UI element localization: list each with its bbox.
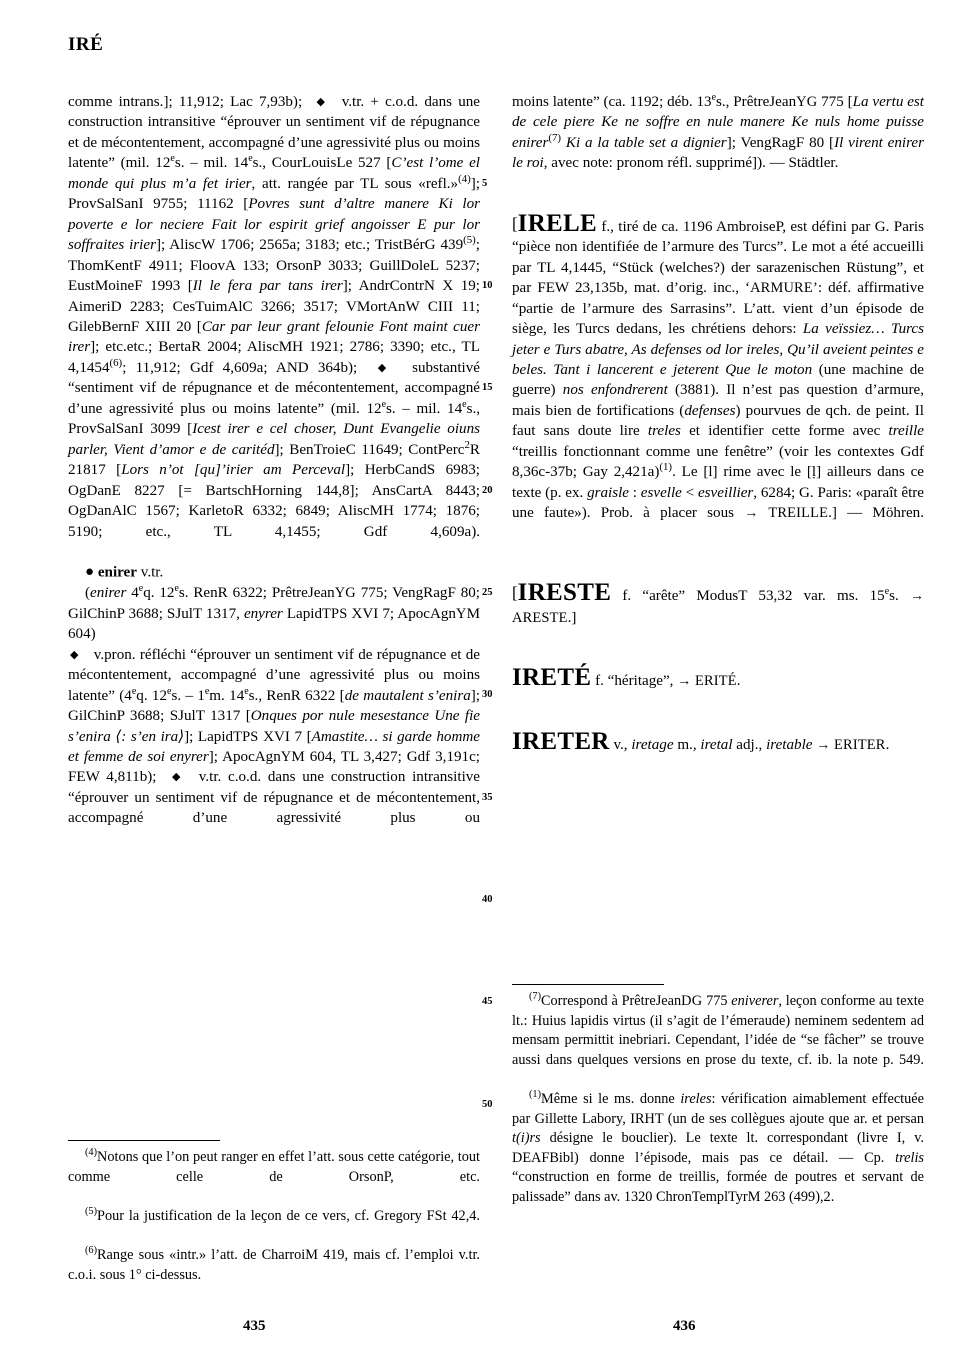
footnote-7-text: Correspond à PrêtreJeanDG 775 eniverer, leçon conforme au texte lt.: Huius lapidis virtus (il s’agit de l’émeraude) neminem sedentem ad mensam permittit inebriari. Cependant, l’idée de “se fâcher” se trouve aussi dans quelques versions en prose du texte, cf. ib. la note p. 549. — [512, 993, 925, 1068]
entry-irete-headword: IRETÉ — [512, 663, 592, 691]
footnote-1-text: Même si le ms. donne ireles: vérification aimablement effectuée par Gillette Labory, IRHT (un de ses collègues ajoute que ar. et persan t(i)rs désigne le bouclier). Le texte lt. correspondant (livre I, v. DEAFBibl) donne l’épisode, mais pas ce détail. — Cp. trelis “construction en forme de treillis, formée de poutres et servant de palissade” dans av. 1320 ChronTemplTyrM 263 (499),2. — [512, 1090, 924, 1205]
left-footnote-rule — [68, 1140, 220, 1141]
footnote-5 — [68, 1207, 480, 1246]
right-column — [512, 92, 924, 757]
line-number: 35 — [482, 792, 493, 803]
line-number: 5 — [482, 178, 488, 189]
line-number: 10 — [482, 280, 493, 291]
subentry-sense: ◆ v.pron. réfléchi “éprouver un sentiment vif de répugnance et de mécontentement, accompagné d’une agressivité plus ou moins latente” (4eq. 12es. – 1em. 14es., RenR 6322 [de mautalent s’enira]; GilChinP 3688; SJulT 1317 [Onques por nule mesestance Une fie s’enira ⟨: s’en ira⟩]; LapidTPS XVI 7 [Amastite… si garde homme et femme de soi enyrer]; ApocAgnYM 604, TL 3,427; Gdf 3,191c; FEW 4,811b); ◆ v.tr. c.o.d. dans une construction intransitive “éprouver un sentiment vif de répugnance et de mécontentement, accompagné d’une agressivité plus ou — [68, 646, 481, 827]
entry-irele — [512, 209, 925, 545]
footnote-4-marker: (4) — [85, 1147, 97, 1159]
entry-ireste-headword: IRESTE — [517, 579, 612, 607]
line-number: 20 — [482, 485, 493, 496]
left-footnotes — [68, 1148, 480, 1285]
footnote-6-text: Range sous «intr.» l’att. de CharroiM 419, mais cf. l’emploi v.tr. c.o.i. sous 1° ci-dessus. — [68, 1246, 480, 1283]
footnote-6 — [68, 1246, 480, 1285]
subentry-enirer-heading — [68, 562, 480, 583]
footnote-4 — [68, 1148, 480, 1207]
entry-ireste — [512, 579, 924, 628]
left-continued-paragraph: comme intrans.]; 11,912; Lac 7,93b); ◆ v.tr. + c.o.d. dans une construction intransitive “éprouver un sentiment vif de répugnance et de mécontentement, accompagné d’une agressivité plus ou moins latente” (mil. 12es. – mil. 14es., CourLouisLe 527 [C’est l’ome el monde qui plus m’a fet irier, att. rangée par TL sous «refl.»$^{(4)}$]; ProvSalSanI 9755; 11162 [Povres sunt d’altre manere Ki lor poverte e lor neciere Fait lor espirit grief angoisser E pur lor soffraites irier]; AliscW 1706; 2565a; 3183; etc.; TristBérG 439$^{(5)}$; ThomKentF 4911; FloovA 133; OrsonP 3033; GuillDoleL 5237; EustMoineF 1993 [Il le fera par tans irer]; AndrContrN X 19; AimeriD 2283; CesTuimAlC 3266; 3517; VMortAnW CIII 11; GilebBernF XIII 20 [Car par leur grant felounie Font maint cuer irer]; etc.etc.; BertaR 2004; AliscMH 1921; 2786; 3390; etc., TL 4,1454$^{(6)}$; 11,912; Gdf 4,609a; AND 364b); ◆ substantivé “sentiment vif de répugnance et de mécontentement, accompagné d’une agressivité plus ou moins latente” (mil. 12es. – mil. 14es., ProvSalSanI 3099 [Icest irer e cel choser, Dunt Evangelie oiuns parler, Vient d’amor e de caritéd]; BenTroieC 11649; ContPerc$^2$R 21817 [Lors n’ot [qu]’irier am Perceval]; HerbCandS 6983; OgDanE 8227 [= BartschHorning 144,8]; AnsCartA 8443; OgDanAlC 1567; KarletoR 6332; 6849; AliscMH 1774; 1876; 5190; etc., TL 4,1455; Gdf 4,609a). — [68, 94, 481, 540]
entry-irete — [512, 663, 924, 692]
entry-ireter-headword: IRETER — [512, 728, 610, 756]
line-number: 45 — [482, 996, 493, 1007]
footnote-5-marker: (5) — [85, 1206, 97, 1218]
entry-irele-open-bracket: [ — [512, 213, 518, 233]
filled-circle-icon: ● — [85, 564, 95, 581]
entry-irele-headword: IRELE — [517, 209, 597, 237]
entry-ireter-body: v., iretage m., iretal adj., iretable → ERITER. — [609, 737, 890, 754]
line-number: 25 — [482, 587, 493, 598]
entry-ireste-body: f. “arête” ModusT 53,32 var. ms. $15^es$. → ARESTE.] — [512, 586, 924, 626]
right-footnote-rule — [512, 984, 664, 985]
footnote-5-text: Pour la justification de la leçon de ce vers, cf. Gregory FSt 42,4. — [97, 1207, 480, 1224]
footnote-7 — [512, 992, 924, 1090]
line-number: 40 — [482, 894, 493, 905]
footnote-7-marker: (7) — [529, 991, 541, 1003]
footnote-4-text: Notons que l’on peut ranger en effet l’att. sous cette catégorie, tout comme celle de OrsonP, etc. — [68, 1149, 480, 1185]
footnote-6-marker: (6) — [85, 1245, 97, 1257]
folio-right: 436 — [673, 1318, 696, 1334]
line-number: 30 — [482, 689, 493, 700]
subentry-forms: (enirer 4eq. 12es. RenR 6322; PrêtreJeanYG 775; VengRagF 80; GilChinP 3688; SJulT 1317, enyrer LapidTPS XVI 7; ApocAgnYM 604) — [68, 583, 480, 643]
entry-ireter — [512, 728, 924, 756]
folio-left: 435 — [243, 1318, 266, 1334]
entry-ireste-open-bracket: [ — [512, 583, 518, 603]
right-footnotes — [512, 992, 924, 1208]
entry-irele-body: f., tiré de ca. 1196 AmbroiseP, est défini par G. Paris “pièce non identifiée de l’armure des Turcs”. Le mot a été accueilli par TL 4,1445, “Stück (welches?) der sarazenischen Rüstung”, et par FEW 23,135b, mat. d’orig. inc., ‘ARMURE’: déf. affirmative “partie de l’armure des Sarrasins”. L’att. vient d’un épisode de siège, les Turcs dedans, les chrétiens dehors: La veïssiez… Turcs jeter e Turs abatre, As defenses od lor ireles, Qu’il aveient peintes e beles. Tant i lancerent e jeterent Que le moton (une machine de guerre) nos enfondrerent (3881). Il n’est pas question d’armure, mais bien de fortifications (defenses) pourvues de qch. de peint. Il faut sans doute lire treles et identifier cette forme avec treille “treillis fonctionnant comme une fenêtre” (voir les contextes Gdf 8,36c-37b; Gay 2,421a)$^{(1)}$. Le [l] rime avec le [ḷ] ailleurs dans ce texte (p. ex. graisle : esvelle < esveillier, 6284; G. Paris: «paraît être une faute»). Prob. à placer sous → TREILLE.] — Möhren. — [512, 218, 925, 522]
footnote-1-marker: (1) — [529, 1089, 541, 1101]
subentry-headword: enirer — [97, 564, 137, 581]
running-head: IRÉ — [68, 34, 104, 55]
line-number: 15 — [482, 382, 493, 393]
footnote-1 — [512, 1090, 924, 1208]
subentry-pos: v.tr. — [140, 564, 164, 581]
line-number: 50 — [482, 1099, 493, 1110]
left-column — [68, 92, 480, 849]
right-continued-paragraph: moins latente” (ca. 1192; déb. 13es., PrêtreJeanYG 775 [La vertu est de cele piere Ke ne soffre en nule manere Ke nuls home puisse enirer$^{(7)}$ Ki a la table set a dignier]; VengRagF 80 [Il virent enirer le roi, avec note: pronom réfl. supprimé]). — Städtler. — [512, 91, 924, 172]
entry-irete-body: f. “héritage”, → ERITÉ. — [591, 672, 741, 689]
